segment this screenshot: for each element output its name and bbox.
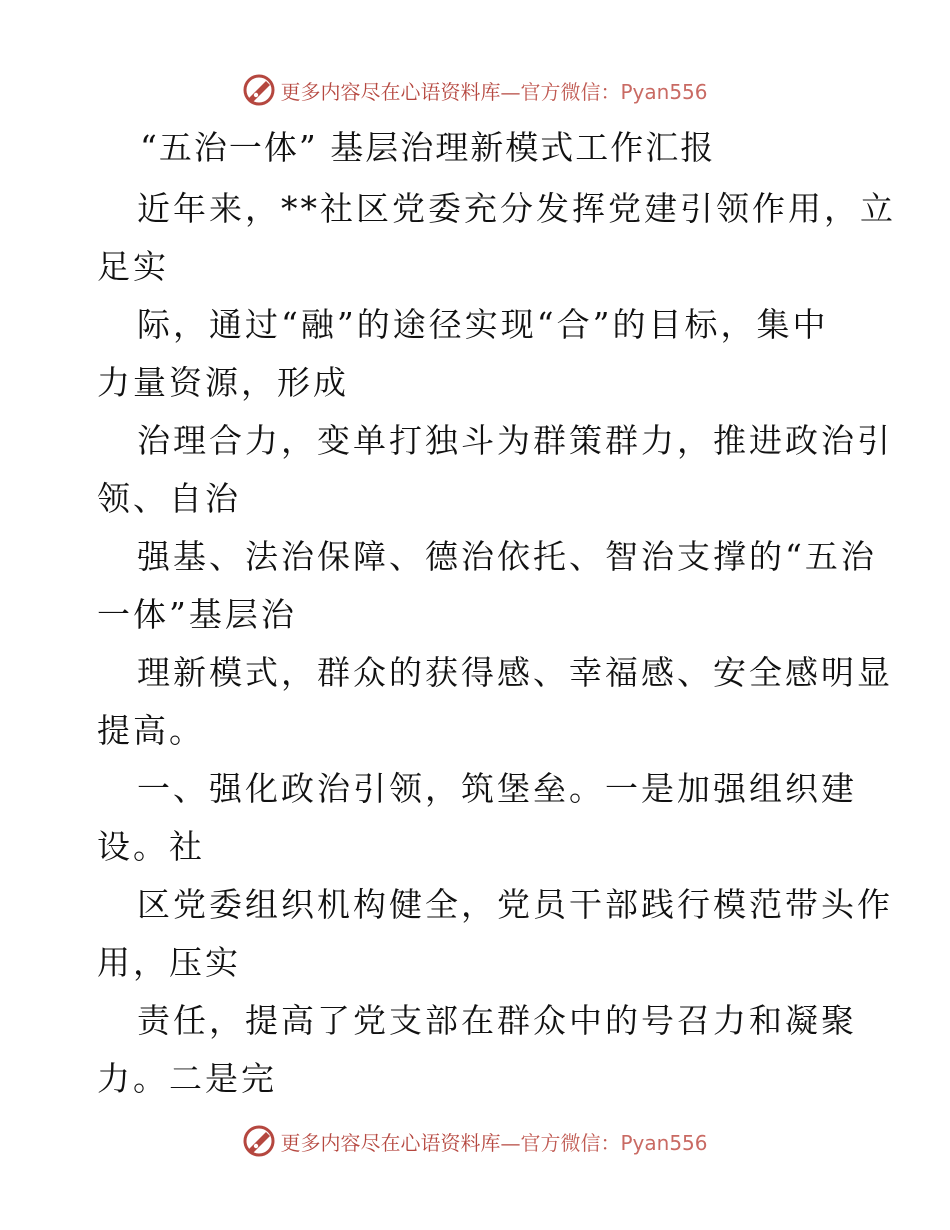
footer-watermark: [0, 1119, 950, 1163]
document-body: [97, 180, 896, 1108]
body-line: 一体”基层治: [97, 595, 297, 634]
body-line: 治理合力，变单打独斗为群策群力，推进政治引: [137, 421, 893, 460]
body-line: 一、强化政治引领，筑堡垒。一是加强组织建: [137, 769, 857, 808]
pen-nib-circle-icon: [242, 73, 276, 107]
document-title: “五治一体” 基层治理新模式工作汇报: [140, 128, 716, 167]
body-line: 区党委组织机构健全，党员干部践行模范带头作: [137, 885, 893, 924]
body-line: 强基、法治保障、德治依托、智治支撑的“五治: [137, 537, 877, 576]
header-watermark: [0, 68, 950, 112]
body-line: 责任，提高了党支部在群众中的号召力和凝聚: [137, 1001, 857, 1040]
body-line: 提高。: [97, 711, 205, 750]
pen-nib-circle-icon: [242, 1124, 276, 1158]
body-line: 领、自治: [97, 479, 241, 518]
body-line: 足实: [97, 247, 169, 286]
body-line: 用，压实: [97, 943, 241, 982]
body-line: 际，通过“融”的途径实现“合”的目标，集中: [137, 305, 829, 344]
body-line: 近年来，**社区党委充分发挥党建引领作用，立: [137, 189, 896, 228]
body-line: 理新模式，群众的获得感、幸福感、安全感明显: [137, 653, 893, 692]
body-line: 力量资源，形成: [97, 363, 349, 402]
watermark-text-top: 更多内容尽在心语资料库—官方微信：Pyan556: [280, 79, 708, 104]
body-line: 力。二是完: [97, 1059, 277, 1098]
watermark-text-bottom: 更多内容尽在心语资料库—官方微信：Pyan556: [280, 1130, 708, 1155]
body-line: 设。社: [97, 827, 205, 866]
